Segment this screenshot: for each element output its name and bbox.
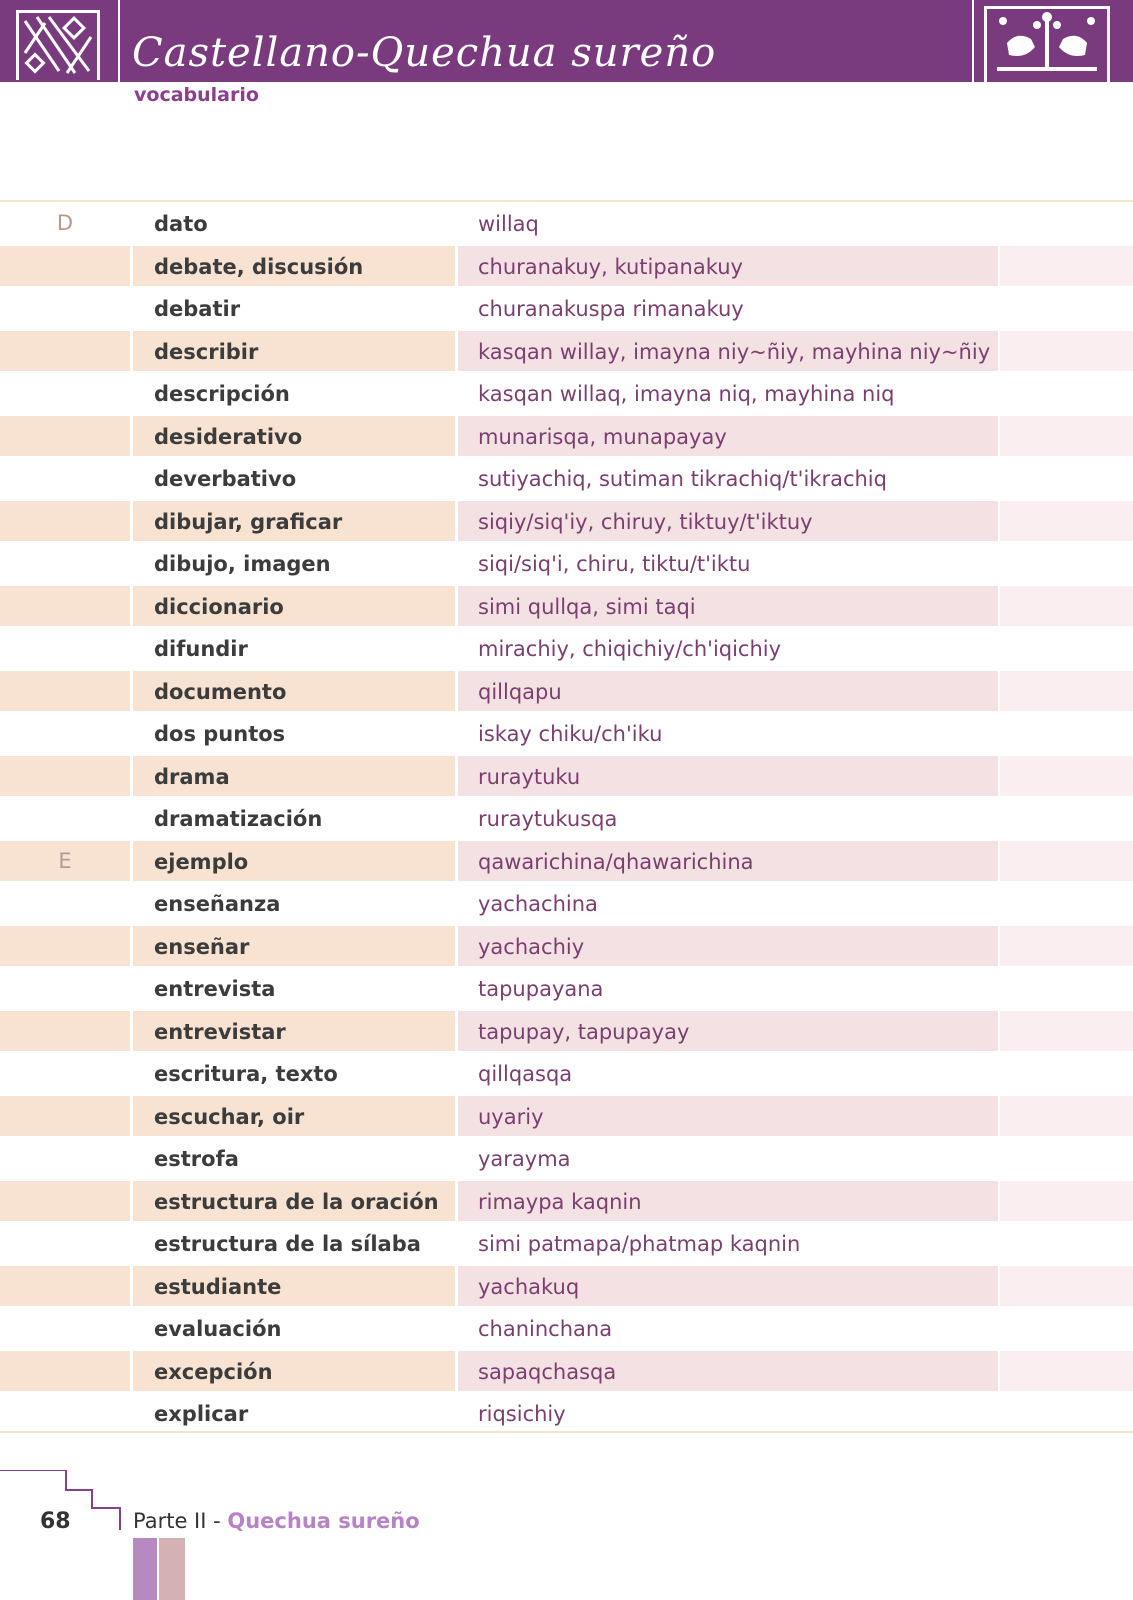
row-tail-cell <box>1000 883 1133 923</box>
quechua-term: simi patmapa/phatmap kaqnin <box>478 1232 801 1256</box>
row-tail-cell <box>1000 586 1133 626</box>
row-tail-cell <box>1000 416 1133 456</box>
letter-cell <box>0 671 130 711</box>
letter-cell <box>0 458 130 498</box>
table-row <box>0 841 1133 884</box>
quechua-term: tapupayana <box>478 977 604 1001</box>
table-bottom-rule <box>0 1431 1133 1433</box>
letter-cell <box>0 246 130 286</box>
quechua-term: qawarichina/qhawarichina <box>478 849 754 874</box>
row-tail-cell <box>1000 501 1133 541</box>
spanish-term: enseñanza <box>154 892 281 916</box>
spanish-term: entrevista <box>154 977 276 1001</box>
spanish-term: drama <box>154 764 230 789</box>
quechua-term: ruraytuku <box>478 764 581 789</box>
quechua-term: willaq <box>478 212 539 236</box>
table-row <box>0 713 1133 756</box>
table-row <box>0 1053 1133 1096</box>
row-tail-cell <box>1000 1308 1133 1348</box>
spanish-term: estrofa <box>154 1147 239 1171</box>
row-tail-cell <box>1000 1393 1133 1433</box>
letter-cell <box>0 1181 130 1221</box>
letter-cell <box>0 501 130 541</box>
spanish-term: diccionario <box>154 594 284 619</box>
letter-cell <box>0 883 130 923</box>
part-title: Quechua sureño <box>227 1509 420 1533</box>
page-number: 68 <box>40 1509 71 1534</box>
quechua-term: siqiy/siq'iy, chiruy, tiktuy/t'iktuy <box>478 509 813 534</box>
letter-cell <box>0 1393 130 1433</box>
letter-cell <box>0 798 130 838</box>
birds-tree-icon <box>984 6 1110 82</box>
quechua-term: sutiyachiq, sutiman tikrachiq/t'ikrachiq <box>478 467 887 491</box>
quechua-term: ruraytukusqa <box>478 807 618 831</box>
row-tail-cell <box>1000 628 1133 668</box>
footer-color-bar-purple <box>133 1538 157 1600</box>
spanish-term: estudiante <box>154 1274 282 1299</box>
footer-color-bar-rose <box>159 1538 185 1600</box>
table-row <box>0 1393 1133 1436</box>
quechua-term: siqi/siq'i, chiru, tiktu/t'iktu <box>478 552 751 576</box>
row-tail-cell <box>1000 1138 1133 1178</box>
table-row <box>0 1308 1133 1351</box>
page-subtitle: vocabulario <box>134 84 259 106</box>
table-row <box>0 1351 1133 1394</box>
letter-cell <box>0 331 130 371</box>
letter-cell <box>0 1223 130 1263</box>
row-tail-cell <box>1000 1011 1133 1051</box>
row-tail-cell <box>1000 458 1133 498</box>
spanish-term: desiderativo <box>154 424 303 449</box>
spanish-term: deverbativo <box>154 467 297 491</box>
letter-cell <box>0 628 130 668</box>
woven-pattern-icon <box>16 10 100 80</box>
letter-cell <box>0 968 130 1008</box>
table-row <box>0 331 1133 374</box>
spanish-term: documento <box>154 679 287 704</box>
quechua-term: yachachina <box>478 892 598 916</box>
letter-cell <box>0 1351 130 1391</box>
letter-cell <box>0 288 130 328</box>
table-row <box>0 203 1133 246</box>
header-bar <box>120 0 972 82</box>
header-right-emblem <box>974 0 1133 82</box>
spanish-term: explicar <box>154 1402 249 1426</box>
spanish-term: escuchar, oir <box>154 1104 305 1129</box>
table-top-rule <box>0 200 1133 202</box>
table-row <box>0 1223 1133 1266</box>
row-tail-cell <box>1000 1181 1133 1221</box>
letter-cell <box>0 926 130 966</box>
letter-cell <box>0 1011 130 1051</box>
quechua-term: sapaqchasqa <box>478 1359 617 1384</box>
row-tail-cell <box>1000 373 1133 413</box>
row-tail-cell <box>1000 968 1133 1008</box>
table-row <box>0 926 1133 969</box>
section-letter: E <box>58 848 72 873</box>
spanish-term: dibujo, imagen <box>154 552 331 576</box>
table-row <box>0 288 1133 331</box>
row-tail-cell <box>1000 331 1133 371</box>
quechua-term: mirachiy, chiqichiy/ch'iqichiy <box>478 637 782 661</box>
letter-cell <box>0 1308 130 1348</box>
letter-cell <box>0 1138 130 1178</box>
table-row <box>0 1138 1133 1181</box>
quechua-term: yachachiy <box>478 934 585 959</box>
spanish-term: dramatización <box>154 807 323 831</box>
row-tail-cell <box>1000 1223 1133 1263</box>
spanish-term: dos puntos <box>154 722 286 746</box>
row-tail-cell <box>1000 671 1133 711</box>
quechua-term: churanakuy, kutipanakuy <box>478 254 743 279</box>
table-row <box>0 1266 1133 1309</box>
quechua-term: yachakuq <box>478 1274 580 1299</box>
letter-cell <box>0 1266 130 1306</box>
row-tail-cell <box>1000 926 1133 966</box>
quechua-term: kasqan willay, imayna niy~ñiy, mayhina niy~ñiy <box>478 339 991 364</box>
quechua-term: churanakuspa rimanakuy <box>478 297 744 321</box>
section-letter: D <box>56 211 74 235</box>
quechua-term: chaninchana <box>478 1317 613 1341</box>
letter-cell <box>0 373 130 413</box>
spanish-term: enseñar <box>154 934 250 959</box>
letter-cell <box>0 1096 130 1136</box>
row-tail-cell <box>1000 1053 1133 1093</box>
quechua-term: munarisqa, munapayay <box>478 424 727 449</box>
spanish-term: escritura, texto <box>154 1062 338 1086</box>
spanish-term: evaluación <box>154 1317 282 1341</box>
letter-cell <box>0 713 130 753</box>
table-row <box>0 1096 1133 1139</box>
quechua-cell <box>458 203 998 243</box>
table-row <box>0 501 1133 544</box>
row-tail-cell <box>1000 246 1133 286</box>
table-row <box>0 883 1133 926</box>
page-title: Castellano-Quechua sureño <box>132 30 717 76</box>
spanish-term: entrevistar <box>154 1019 286 1044</box>
table-row <box>0 373 1133 416</box>
row-tail-cell <box>1000 1266 1133 1306</box>
quechua-term: rimaypa kaqnin <box>478 1189 642 1214</box>
table-row <box>0 798 1133 841</box>
quechua-term: yarayma <box>478 1147 571 1171</box>
spanish-term: estructura de la oración <box>154 1189 439 1214</box>
table-row <box>0 458 1133 501</box>
letter-cell <box>0 543 130 583</box>
header-left-emblem <box>0 0 118 82</box>
row-tail-cell <box>1000 543 1133 583</box>
table-row <box>0 543 1133 586</box>
row-tail-cell <box>1000 756 1133 796</box>
spanish-term: describir <box>154 339 259 364</box>
quechua-term: kasqan willaq, imayna niq, mayhina niq <box>478 382 895 406</box>
spanish-term: excepción <box>154 1359 273 1384</box>
spanish-term: dibujar, graficar <box>154 509 343 534</box>
spanish-term: debate, discusión <box>154 254 364 279</box>
table-row <box>0 968 1133 1011</box>
letter-cell <box>0 1053 130 1093</box>
part-label: Parte II - <box>133 1509 228 1533</box>
spanish-term: descripción <box>154 382 290 406</box>
row-tail-cell <box>1000 1351 1133 1391</box>
vocabulary-table <box>0 203 1133 1436</box>
quechua-term: simi qullqa, simi taqi <box>478 594 696 619</box>
letter-cell <box>0 586 130 626</box>
row-tail-cell <box>1000 841 1133 881</box>
table-row <box>0 628 1133 671</box>
quechua-term: riqsichiy <box>478 1402 566 1426</box>
table-row <box>0 756 1133 799</box>
spanish-term: ejemplo <box>154 849 249 874</box>
table-row <box>0 1181 1133 1224</box>
spanish-term: difundir <box>154 637 248 661</box>
table-row <box>0 671 1133 714</box>
quechua-term: qillqasqa <box>478 1062 573 1086</box>
row-tail-cell <box>1000 713 1133 753</box>
row-tail-cell <box>1000 203 1133 243</box>
table-row <box>0 246 1133 289</box>
quechua-term: iskay chiku/ch'iku <box>478 722 663 746</box>
row-tail-cell <box>1000 1096 1133 1136</box>
spanish-term: dato <box>154 212 208 236</box>
table-row <box>0 586 1133 629</box>
quechua-term: uyariy <box>478 1104 544 1129</box>
footer-part-label <box>133 1509 420 1533</box>
table-row <box>0 1011 1133 1054</box>
row-tail-cell <box>1000 798 1133 838</box>
letter-cell <box>0 756 130 796</box>
letter-cell <box>0 416 130 456</box>
spanish-term: debatir <box>154 297 241 321</box>
quechua-term: tapupay, tapupayay <box>478 1019 690 1044</box>
row-tail-cell <box>1000 288 1133 328</box>
quechua-term: qillqapu <box>478 679 562 704</box>
table-row <box>0 416 1133 459</box>
spanish-term: estructura de la sílaba <box>154 1232 421 1256</box>
